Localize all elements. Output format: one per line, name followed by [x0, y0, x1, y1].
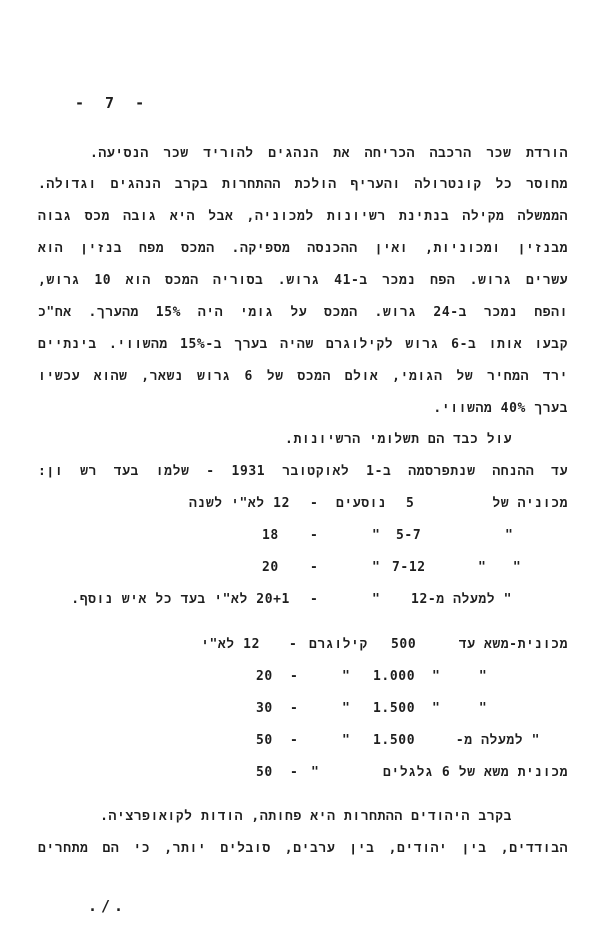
rate-row: " למעלה מ-12 " - 20+1 לא"י בעד כל איש נוסף. — [71, 592, 512, 607]
intro-line: עד ההנחה שנתפרסמה ב-1 לאוקטובר 1931 - שלמו בעד רש ון: — [38, 464, 568, 479]
paragraph-line: הממשלה מקילה בנתינת רשיונות למכוניה, אבל היא גובה מכס גבוה — [38, 209, 568, 224]
paragraph-line: קבעו אותו ב-6 גרוש לקילוגרם שהיה בערך ב-15% מהשווי. בינתיים — [38, 337, 568, 352]
paragraph-line: בערך 40% מהשווי. — [433, 401, 568, 416]
page-number: - 7 - — [75, 94, 151, 112]
paragraph-line: הבודדים, בין יהודים, בין ערבים, סובלים יותר, כי הם מתחרים — [38, 841, 568, 856]
rate-row: מכוניה של 5 נוסעים - 12 לא"י לשנה — [189, 496, 568, 511]
rate-row: " " 1.500 " - 30 — [256, 701, 488, 716]
rate-row: " למעלה מ- 1.500 " - 50 — [256, 733, 540, 748]
paragraph-line: מבנזין ומכוניות, ואין ההכנסה מספיקה. המכס מפח בנזין הוא — [38, 241, 568, 256]
rate-row: " " 1.000 " - 20 — [256, 669, 488, 684]
paragraph-line: הורדת שכר הרכבה הכריחה את הנהגים להוריד שכר הנסיעה. — [90, 146, 568, 161]
section-heading: עול כבד הם תשלומי הרשיונות. — [285, 432, 512, 447]
rate-row: " 5-7 " - 18 — [262, 528, 514, 543]
rate-row: מכונית משא של 6 גלגלים " - 50 — [256, 765, 568, 780]
paragraph-line: בקרב היהודים ההתחרות היא פחותה, הודות לקואופרציה. — [100, 809, 512, 824]
rate-row: מכונית-משא עד 500 קילוגרם - 12 לא"י — [201, 637, 568, 652]
continuation-mark: ./. — [88, 897, 128, 915]
paragraph-line: מחוסר כל קונטרולה והעריף הולכת ההתחרות בקרב הנהגים וגדולה. — [38, 177, 568, 192]
paragraph-line: והפח נמכר ב-24 גרוש. המכס על גומי היה 15% מהערך. אח"כ — [38, 305, 568, 320]
rate-row: " " 7-12 " - 20 — [262, 560, 522, 575]
paragraph-line: עשרים גרוש. הפח נמכר ב-41 גרוש. בסוריה המכס הוא 10 גרוש, — [38, 273, 568, 288]
paragraph-line: ירד המחיר של הגומי, אולם המכס של 6 גרוש נשאר, שהוא עכשיו — [38, 369, 568, 384]
